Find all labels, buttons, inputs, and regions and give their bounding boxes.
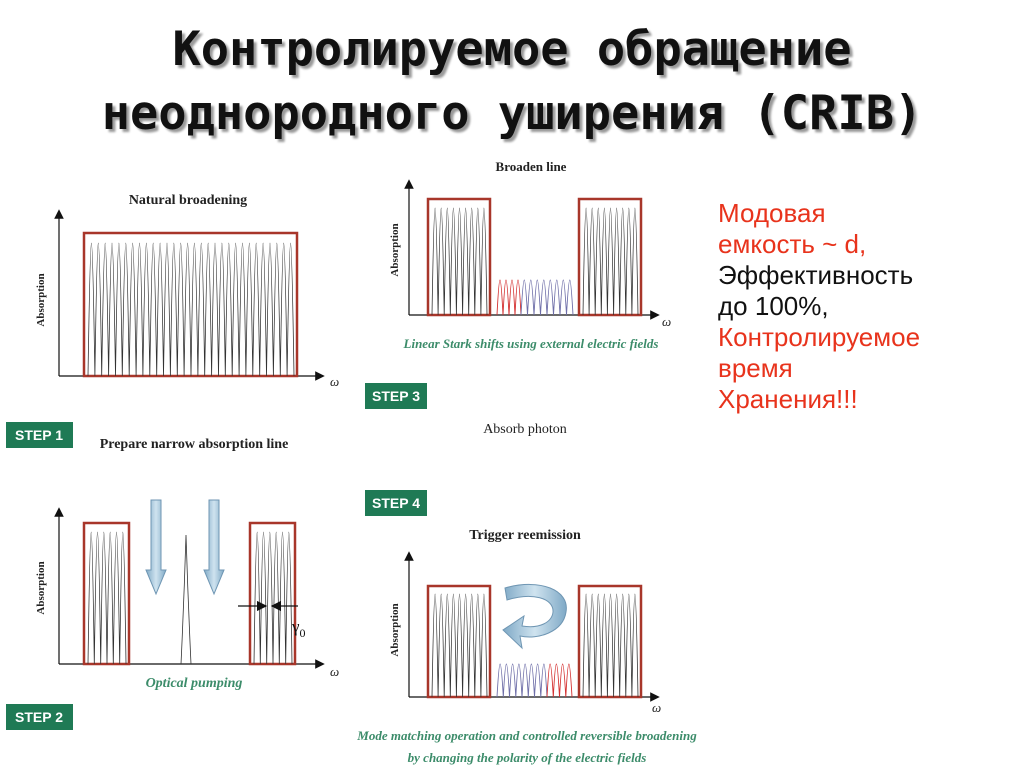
panel5-ylabel: Absorption bbox=[389, 603, 401, 657]
title-line-1: Контролируемое обращение bbox=[172, 22, 852, 77]
panel3-left-waveform bbox=[432, 208, 487, 315]
panel2-caption: Optical pumping bbox=[145, 676, 243, 691]
step1-label: STEP 1 bbox=[15, 427, 63, 443]
summary-line-4: до 100%, bbox=[718, 291, 829, 321]
panel4-title: Absorb photon bbox=[483, 422, 567, 437]
summary-line-7: Хранения!!! bbox=[718, 384, 858, 414]
panel5-left-waveform bbox=[432, 594, 487, 697]
panel3-red-lines bbox=[497, 280, 521, 315]
step4-badge bbox=[365, 490, 427, 516]
panel3-title: Broaden line bbox=[495, 159, 567, 174]
summary-line-2: емкость ~ d, bbox=[718, 229, 867, 259]
summary-line-5: Контролируемое bbox=[718, 322, 921, 352]
panel5-caption-line2: by changing the polarity of the electric fields bbox=[407, 750, 647, 765]
panel3-right-waveform bbox=[583, 208, 638, 315]
panel3-xlabel: ω bbox=[662, 314, 672, 329]
panel2-ylabel: Absorption bbox=[35, 561, 47, 615]
panel1-title: Natural broadening bbox=[128, 193, 248, 208]
panel2-narrow-line bbox=[181, 535, 191, 664]
panel1-waveform bbox=[88, 243, 294, 376]
panel-broaden-line bbox=[389, 159, 671, 351]
summary-line-6: время bbox=[718, 353, 793, 383]
panel2-title: Prepare narrow absorption line bbox=[99, 437, 289, 452]
step2-label: STEP 2 bbox=[15, 709, 63, 725]
reversal-arrow-icon bbox=[503, 584, 566, 648]
panel5-title: Trigger reemission bbox=[469, 528, 581, 543]
summary-text bbox=[718, 198, 1008, 415]
panel5-red-lines bbox=[547, 664, 572, 697]
panel5-xlabel: ω bbox=[652, 700, 662, 715]
panel3-caption: Linear Stark shifts using external electric fields bbox=[403, 336, 659, 351]
gamma-symbol: $\gamma_0$ bbox=[292, 617, 306, 640]
title-line-2: неоднородного уширения (CRIB) bbox=[101, 86, 923, 141]
panel-natural-broadening bbox=[35, 193, 339, 389]
panel1-xlabel: ω bbox=[330, 374, 340, 389]
step3-label: STEP 3 bbox=[372, 388, 420, 404]
panel5-right-waveform bbox=[583, 594, 638, 697]
panel-prepare-narrow-line bbox=[35, 437, 339, 691]
pump-arrow-right-icon bbox=[204, 500, 224, 594]
panel2-xlabel: ω bbox=[330, 664, 340, 679]
step2-badge bbox=[6, 704, 73, 730]
summary-line-1: Модовая bbox=[718, 198, 826, 228]
panel1-ylabel: Absorption bbox=[35, 273, 47, 327]
panel2-left-waveform bbox=[88, 532, 126, 664]
panel3-blue-lines bbox=[521, 280, 573, 315]
panel5-caption-line1: Mode matching operation and controlled reversible broadening bbox=[357, 728, 697, 743]
step4-label: STEP 4 bbox=[372, 495, 420, 511]
panel3-ylabel: Absorption bbox=[389, 223, 401, 277]
step3-badge bbox=[365, 383, 427, 409]
step1-badge bbox=[6, 422, 73, 448]
panel2-right-waveform bbox=[254, 532, 292, 664]
pump-arrow-left-icon bbox=[146, 500, 166, 594]
panel-trigger-reemission bbox=[356, 528, 697, 765]
summary-line-3: Эффективность bbox=[718, 260, 914, 290]
panel5-blue-lines bbox=[497, 664, 547, 697]
